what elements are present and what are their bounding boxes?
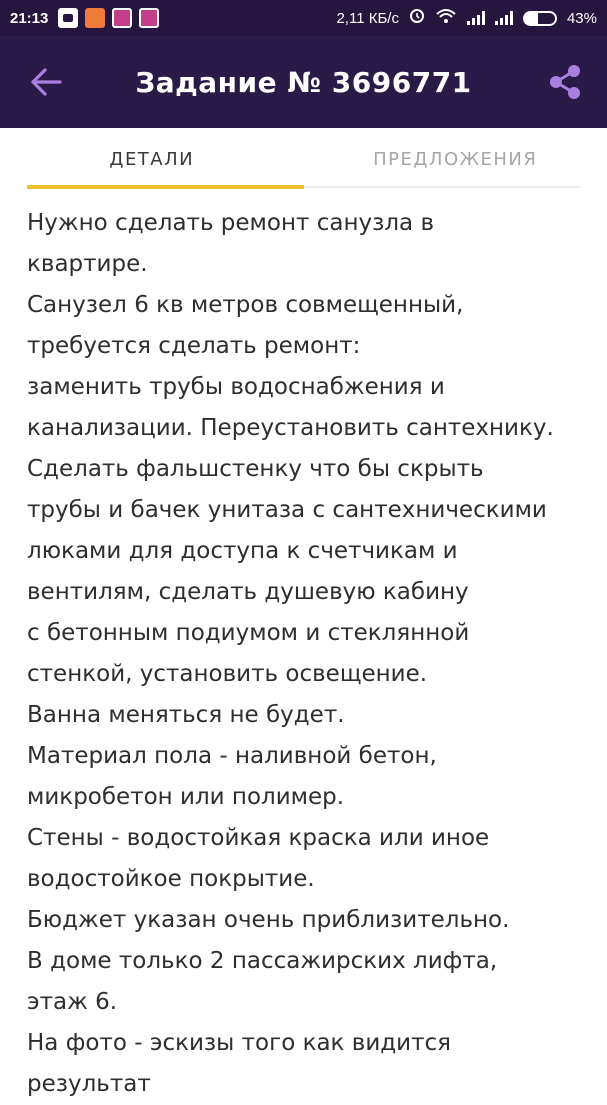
instagram-icon bbox=[112, 8, 132, 28]
description-line: Материал пола - наливной бетон, bbox=[27, 736, 587, 777]
description-line: люками для доступа к счетчикам и bbox=[27, 531, 587, 572]
task-description bbox=[27, 203, 587, 1105]
instagram-icon bbox=[139, 8, 159, 28]
mail-icon bbox=[85, 8, 105, 28]
description-line: результат bbox=[27, 1064, 587, 1105]
description-line: Бюджет указан очень приблизительно. bbox=[27, 900, 587, 941]
ok-icon bbox=[58, 8, 78, 28]
status-time: 21:13 bbox=[10, 10, 48, 27]
share-button[interactable] bbox=[545, 62, 585, 102]
description-line: трубы и бачек унитаза с сантехническими bbox=[27, 490, 587, 531]
battery-percent: 43% bbox=[567, 10, 597, 27]
description-line: микробетон или полимер. bbox=[27, 777, 587, 818]
battery-icon bbox=[523, 11, 557, 26]
description-line: заменить трубы водоснабжения и bbox=[27, 367, 587, 408]
alarm-icon bbox=[409, 8, 425, 28]
description-line: стенкой, установить освещение. bbox=[27, 654, 587, 695]
description-line: этаж 6. bbox=[27, 982, 587, 1023]
tab-bar bbox=[0, 128, 607, 190]
back-button[interactable] bbox=[28, 64, 64, 100]
description-line: канализации. Переустановить сантехнику. bbox=[27, 408, 587, 449]
status-bar bbox=[0, 0, 607, 36]
tab-offers[interactable]: ПРЕДЛОЖЕНИЯ bbox=[304, 128, 607, 190]
description-line: вентилям, сделать душевую кабину bbox=[27, 572, 587, 613]
description-line: Сделать фальшстенку что бы скрыть bbox=[27, 449, 587, 490]
app-bar bbox=[0, 36, 607, 128]
description-line: На фото - эскизы того как видится bbox=[27, 1023, 587, 1064]
share-icon bbox=[548, 64, 582, 100]
signal-icon bbox=[467, 11, 485, 25]
network-speed: 2,11 КБ/с bbox=[336, 10, 399, 27]
status-right bbox=[336, 8, 597, 28]
description-line: Санузел 6 кв метров совмещенный, bbox=[27, 285, 587, 326]
description-line: водостойкое покрытие. bbox=[27, 859, 587, 900]
description-line: требуется сделать ремонт: bbox=[27, 326, 587, 367]
description-line: квартире. bbox=[27, 244, 587, 285]
description-line: В доме только 2 пассажирских лифта, bbox=[27, 941, 587, 982]
wifi-icon bbox=[435, 8, 457, 28]
signal-icon-2 bbox=[495, 11, 513, 25]
page-title: Задание № 3696771 bbox=[0, 66, 607, 99]
tab-details[interactable]: ДЕТАЛИ bbox=[0, 128, 304, 190]
description-line: Нужно сделать ремонт санузла в bbox=[27, 203, 587, 244]
arrow-left-icon bbox=[29, 67, 63, 97]
description-line: Ванна меняться не будет. bbox=[27, 695, 587, 736]
description-line: с бетонным подиумом и стеклянной bbox=[27, 613, 587, 654]
description-line: Стены - водостойкая краска или иное bbox=[27, 818, 587, 859]
